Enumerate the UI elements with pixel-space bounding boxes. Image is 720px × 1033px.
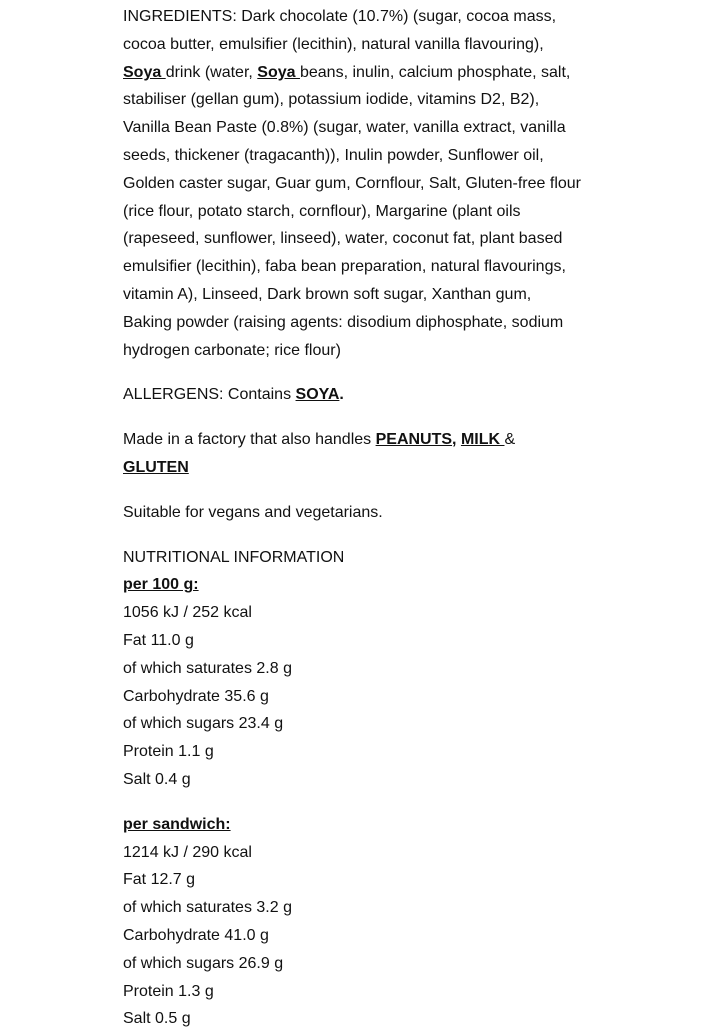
- ingredients-text-3: beans, inulin, calcium phosphate, salt, stabiliser (gellan gum), potassium iodide, vitamins D2, B2), Vanilla Bean Paste (0.8%) (sugar, water, vanilla extract, vanilla seeds, thickener (tragacanth)), Inulin powder, Sunflower oil, Golden caster sugar, Guar gum, Cornflour, Salt, Gluten-free flour (rice flour, potato starch, cornflour), Margarine (plant oils (rapeseed, sunflower, linseed), water, coconut fat, plant based emulsifier (lecithin), faba bean preparation, natural flavourings, vitamin A), Linseed, Dark brown soft sugar, Xanthan gum, Baking powder (raising agents: disodium diphosphate, sodium hydrogen carbonate; rice flour): [123, 63, 581, 359]
- nutrition-per-sandwich: [123, 811, 583, 1033]
- per-100g-carbohydrate: Carbohydrate 35.6 g: [123, 687, 269, 705]
- nutrition-per-100g: [123, 571, 583, 793]
- allergen-soya-1: Soya: [123, 63, 166, 81]
- suitability-statement: Suitable for vegans and vegetarians.: [123, 503, 383, 521]
- allergen-milk: MILK: [460, 431, 505, 449]
- per-sandwich-sugars: of which sugars 26.9 g: [123, 954, 284, 972]
- per-sandwich-carbohydrate: Carbohydrate 41.0 g: [123, 926, 269, 944]
- per-100g-fat: Fat 11.0 g: [123, 631, 194, 649]
- per-sandwich-label: per sandwich:: [123, 815, 231, 833]
- nutrition-section: [123, 544, 583, 1033]
- factory-ampersand: &: [504, 431, 516, 449]
- ingredients-text-2: drink (water,: [165, 63, 258, 81]
- factory-prefix: Made in a factory that also handles: [123, 431, 376, 449]
- per-100g-saturates: of which saturates 2.8 g: [123, 659, 292, 677]
- allergens-suffix: .: [339, 386, 344, 404]
- per-sandwich-protein: Protein 1.3 g: [123, 982, 214, 1000]
- factory-comma: ,: [452, 431, 461, 449]
- nutrition-heading: NUTRITIONAL INFORMATION: [123, 548, 345, 566]
- allergens-statement: [123, 381, 583, 409]
- per-100g-sugars: of which sugars 23.4 g: [123, 715, 284, 733]
- ingredients-text-1: INGREDIENTS: Dark chocolate (10.7%) (sugar, cocoa mass, cocoa butter, emulsifier (lecithin), natural vanilla flavouring),: [123, 8, 557, 53]
- allergens-prefix: ALLERGENS: Contains: [123, 386, 296, 404]
- per-100g-salt: Salt 0.4 g: [123, 770, 191, 788]
- product-information: [123, 3, 583, 1033]
- per-100g-label: per 100 g:: [123, 576, 199, 594]
- per-sandwich-fat: Fat 12.7 g: [123, 871, 196, 889]
- per-100g-protein: Protein 1.1 g: [123, 743, 214, 761]
- allergen-soya: SOYA: [295, 386, 340, 404]
- per-100g-energy: 1056 kJ / 252 kcal: [123, 604, 252, 622]
- per-sandwich-energy: 1214 kJ / 290 kcal: [123, 843, 252, 861]
- per-sandwich-salt: Salt 0.5 g: [123, 1010, 191, 1028]
- ingredients-paragraph: [123, 3, 583, 364]
- allergen-peanuts: PEANUTS: [375, 431, 453, 449]
- factory-statement: [123, 426, 583, 482]
- per-sandwich-saturates: of which saturates 3.2 g: [123, 899, 292, 917]
- allergen-gluten: GLUTEN: [123, 458, 189, 476]
- allergen-soya-2: Soya: [257, 63, 300, 81]
